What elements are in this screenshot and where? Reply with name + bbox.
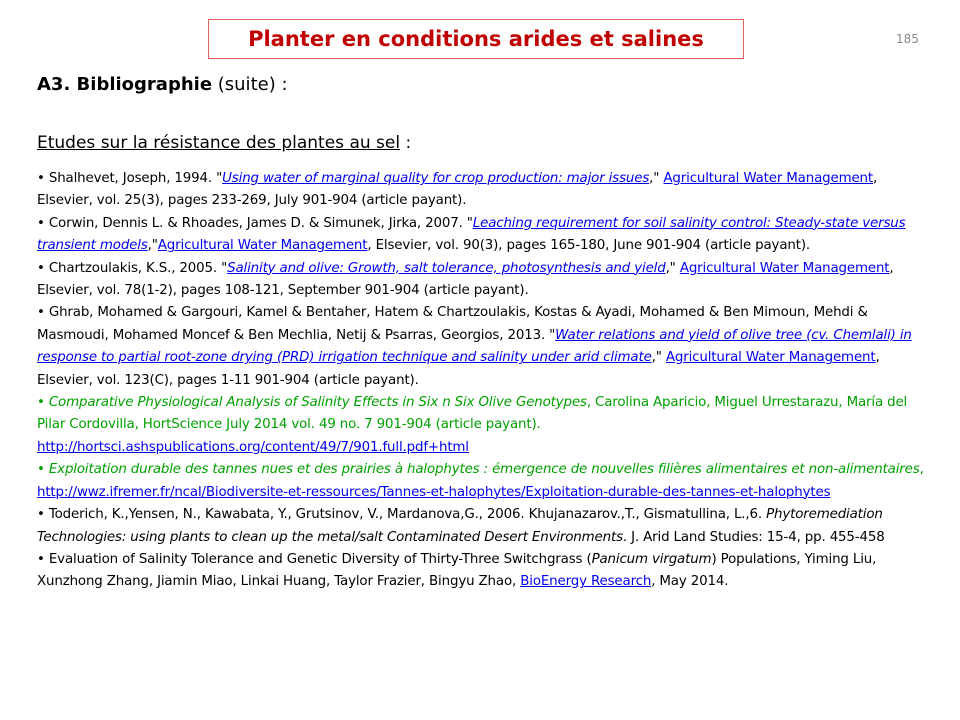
reference-text: , Elsevier, vol. 90(3), pages 165-180, June 901-904 (article payant).: [367, 238, 811, 254]
subsection-suffix: :: [400, 133, 412, 153]
reference-text: , Carolina Aparicio, Miguel Urrestarazu, María del Pilar Cordovilla, HortScience July 2014 vol. 49 no. 7 901-904 (article payant).: [37, 395, 908, 433]
reference-item: [37, 392, 927, 459]
reference-title: Phytoremediation Technologies: using plants to clean up the metal/salt Contaminated Desert Environments: [37, 507, 883, 545]
journal-link[interactable]: Agricultural Water Management: [663, 171, 873, 186]
journal-link[interactable]: Agricultural Water Management: [665, 350, 876, 366]
reference-text: • Shalhevet, Joseph, 1994. ": [37, 171, 223, 186]
journal-link[interactable]: Agricultural Water Management: [157, 238, 368, 254]
section-heading: [37, 74, 288, 95]
reference-item: [37, 168, 927, 213]
reference-text: ,: [919, 462, 924, 478]
reference-item: [37, 213, 927, 258]
reference-text: , May 2014.: [651, 574, 729, 590]
page-number: 185: [896, 32, 919, 46]
reference-text: ,": [651, 350, 666, 366]
reference-text: • Chartzoulakis, K.S., 2005. ": [37, 260, 228, 276]
slide-title-box: [208, 19, 744, 59]
reference-text: ,": [649, 171, 664, 186]
reference-text: • Corwin, Dennis L. & Rhoades, James D. & Simunek, Jirka, 2007. ": [37, 215, 473, 231]
reference-text: , Elsevier, vol. 123(C), pages 1-11 901-904 (article payant).: [37, 350, 880, 388]
reference-title-link[interactable]: Salinity and olive: Growth, salt tolerance, photosynthesis and yield: [227, 260, 666, 276]
bullet: •: [37, 395, 49, 411]
reference-title-link[interactable]: Water relations and yield of olive tree (cv. Chemlali) in response to partial root-zone drying (PRD) irrigation technique and salinity under arid climate: [37, 327, 912, 366]
slide-title: Planter en conditions arides et salines: [248, 27, 704, 51]
reference-title-link[interactable]: Using water of marginal quality for crop production: major issues: [222, 171, 650, 186]
reference-text: ,": [665, 260, 680, 276]
reference-text: , Elsevier, vol. 78(1-2), pages 108-121, September 901-904 (article payant).: [37, 260, 894, 299]
reference-text: ,": [147, 238, 158, 254]
reference-title: Comparative Physiological Analysis of Salinity Effects in Six n Six Olive Genotypes: [48, 395, 587, 411]
subsection-label: Etudes sur la résistance des plantes au sel: [37, 133, 401, 153]
reference-item: [37, 549, 927, 594]
reference-url-link[interactable]: http://hortsci.ashspublications.org/content/49/7/901.full.pdf+html: [37, 439, 469, 455]
species-name: Panicum virgatum: [591, 551, 712, 567]
reference-url-link[interactable]: http://wwz.ifremer.fr/ncal/Biodiversite-et-ressources/Tannes-et-halophytes/Exploitation-durable-des-tannes-et-halophytes: [37, 484, 831, 500]
journal-link[interactable]: BioEnergy Research: [520, 574, 652, 590]
reference-text: • Evaluation of Salinity Tolerance and Genetic Diversity of Thirty-Three Switchgrass (: [37, 551, 592, 567]
reference-text: • Toderich, K.,Yensen, N., Kawabata, Y., Grutsinov, V., Mardanova,G., 2006. Khujanazarov.,T., Gismatullina, L.,6.: [37, 507, 767, 523]
bullet: •: [37, 462, 49, 478]
reference-item: [37, 504, 927, 549]
reference-item: [37, 459, 927, 504]
reference-text: • Ghrab, Mohamed & Gargouri, Kamel & Bentaher, Hatem & Chartzoulakis, Kostas & Ayadi, Mohamed & Ben Mimoun, Mehdi & Masmoudi, Mohamed Moncef & Ben Mechlia, Netij & Psarras, Georgios, 2013. ": [37, 305, 868, 343]
reference-text: ) Populations, Yiming Liu, Xunzhong Zhang, Jiamin Miao, Linkai Huang, Taylor Frazier, Bingyu Zhao,: [37, 551, 877, 590]
reference-text: . J. Arid Land Studies: 15-4, pp. 455-458: [622, 529, 885, 545]
journal-link[interactable]: Agricultural Water Management: [679, 260, 890, 276]
subsection-heading: [37, 133, 411, 153]
reference-list: [37, 168, 927, 594]
section-suffix: (suite) :: [212, 74, 288, 95]
reference-title: Exploitation durable des tannes nues et des prairies à halophytes : émergence de nouvelles filières alimentaires et non-alimentaires: [48, 462, 920, 478]
reference-item: [37, 302, 927, 392]
reference-text: , Elsevier, vol. 25(3), pages 233-269, July 901-904 (article payant).: [37, 171, 878, 209]
reference-title-link[interactable]: Leaching requirement for soil salinity control: Steady-state versus transient models: [37, 215, 906, 254]
section-label: A3. Bibliographie: [37, 74, 213, 95]
reference-item: [37, 258, 927, 303]
